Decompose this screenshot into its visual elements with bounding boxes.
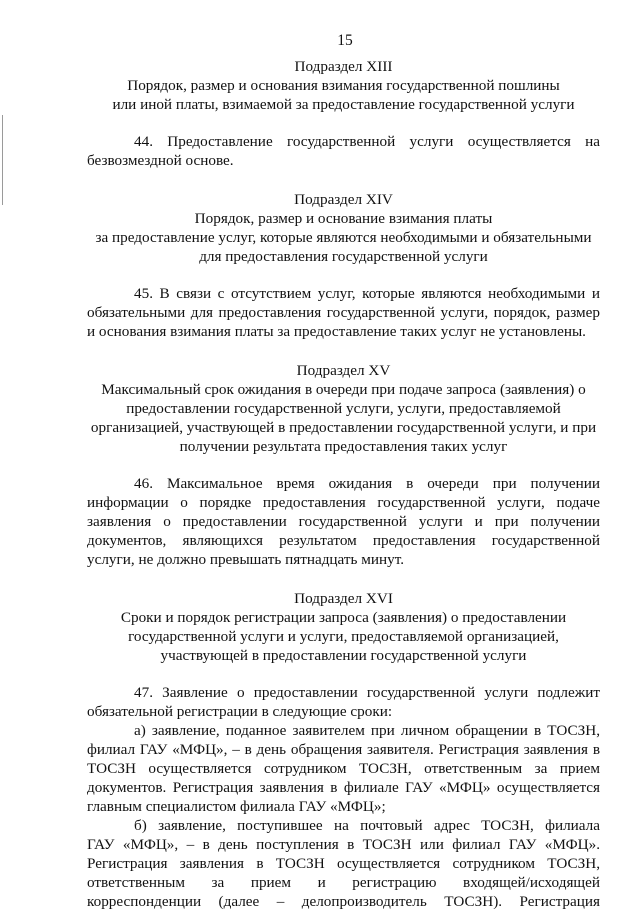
paragraph-line: безвозмездной основе.	[87, 152, 234, 169]
paragraph-line: информации о порядке предоставления государственной услуги, подаче	[87, 494, 600, 511]
subsection-subtitle-line: для предоставления государственной услуги	[199, 248, 488, 265]
section-heading	[87, 361, 600, 456]
paragraph	[87, 284, 600, 341]
subsection-title: Подраздел XVI	[294, 590, 393, 607]
subsection-subtitle-line: государственной услуги и услуги, предоставляемой организацией,	[128, 628, 559, 645]
subsection-title: Подраздел XV	[296, 362, 391, 379]
paragraph-line: документов. Регистрация заявления в филиале ГАУ «МФЦ» осуществляется	[87, 779, 600, 796]
paragraph-line: Регистрация заявления в ТОСЗН осуществляется сотрудником ТОСЗН,	[87, 855, 600, 872]
subsection-subtitle-line: участвующей в предоставлении государственной услуги	[160, 647, 527, 664]
paragraph-line: корреспонденции (далее – делопроизводитель ТОСЗН). Регистрация	[87, 893, 600, 910]
subsection-subtitle-line: организацией, участвующей в предоставлении государственной услуги, и при	[90, 419, 597, 436]
paragraph-line: и основания взимания платы за предоставление таких услуг не установлены.	[87, 323, 586, 340]
subsection-subtitle-line: получении результата предоставления таких услуг	[179, 438, 508, 455]
paragraph-line: а) заявление, поданное заявителем при личном обращении в ТОСЗН,	[134, 722, 600, 739]
paragraph	[87, 816, 600, 911]
paragraph-line: 47. Заявление о предоставлении государственной услуги подлежит	[134, 684, 600, 701]
paragraph-line: заявления о предоставлении государственной услуги и при получении	[87, 513, 600, 530]
subsection-subtitle-line: Порядок, размер и основание взимания платы	[194, 210, 493, 227]
scan-edge-line	[2, 115, 3, 205]
subsection-subtitle-line: Максимальный срок ожидания в очереди при подаче запроса (заявления) о	[101, 381, 586, 398]
paragraph-line: обязательными для предоставления государственной услуги, порядок, размер	[87, 304, 600, 321]
paragraph	[87, 683, 600, 721]
paragraph-line: главным специалистом филиала ГАУ «МФЦ»;	[87, 798, 386, 815]
paragraph-line: 44. Предоставление государственной услуги осуществляется на	[134, 133, 600, 150]
subsection-subtitle-line: предоставлении государственной услуги, услуги, предоставляемой	[126, 400, 561, 417]
subsection-subtitle-line: за предоставление услуг, которые являются необходимыми и обязательными	[95, 229, 592, 246]
subsection-subtitle-line: Порядок, размер и основания взимания государственной пошлины	[127, 77, 560, 94]
paragraph	[87, 721, 600, 816]
paragraph-line: ГАУ «МФЦ», – в день поступления в ТОСЗН или филиал ГАУ «МФЦ».	[87, 836, 600, 853]
paragraph-line: ТОСЗН осуществляется сотрудником ТОСЗН, ответственным за прием	[87, 760, 600, 777]
paragraph-line: документов, являющихся результатом предоставления государственной	[87, 532, 600, 549]
subsection-subtitle-line: Сроки и порядок регистрации запроса (заявления) о предоставлении	[120, 609, 567, 626]
document-body	[87, 57, 600, 911]
paragraph-line: 46. Максимальное время ожидания в очереди при получении	[134, 475, 600, 492]
paragraph-line: ответственным за прием и регистрацию входящей/исходящей	[87, 874, 600, 891]
paragraph-line: б) заявление, поступившее на почтовый адрес ТОСЗН, филиала	[134, 817, 600, 834]
paragraph-line: филиал ГАУ «МФЦ», – в день обращения заявителя. Регистрация заявления в	[87, 741, 600, 758]
paragraph	[87, 132, 600, 170]
subsection-title: Подраздел XIV	[294, 191, 393, 208]
page-number: 15	[337, 32, 353, 49]
section-heading	[87, 589, 600, 665]
paragraph-line: обязательной регистрации в следующие сроки:	[87, 703, 393, 720]
paragraph-line: 45. В связи с отсутствием услуг, которые являются необходимыми и	[134, 285, 600, 302]
paragraph	[87, 474, 600, 569]
section-heading	[87, 190, 600, 266]
subsection-title: Подраздел XIII	[294, 58, 393, 75]
paragraph-line: услуги, не должно превышать пятнадцать минут.	[87, 551, 405, 568]
section-heading	[87, 57, 600, 114]
subsection-subtitle-line: или иной платы, взимаемой за предоставление государственной услуги	[112, 96, 575, 113]
